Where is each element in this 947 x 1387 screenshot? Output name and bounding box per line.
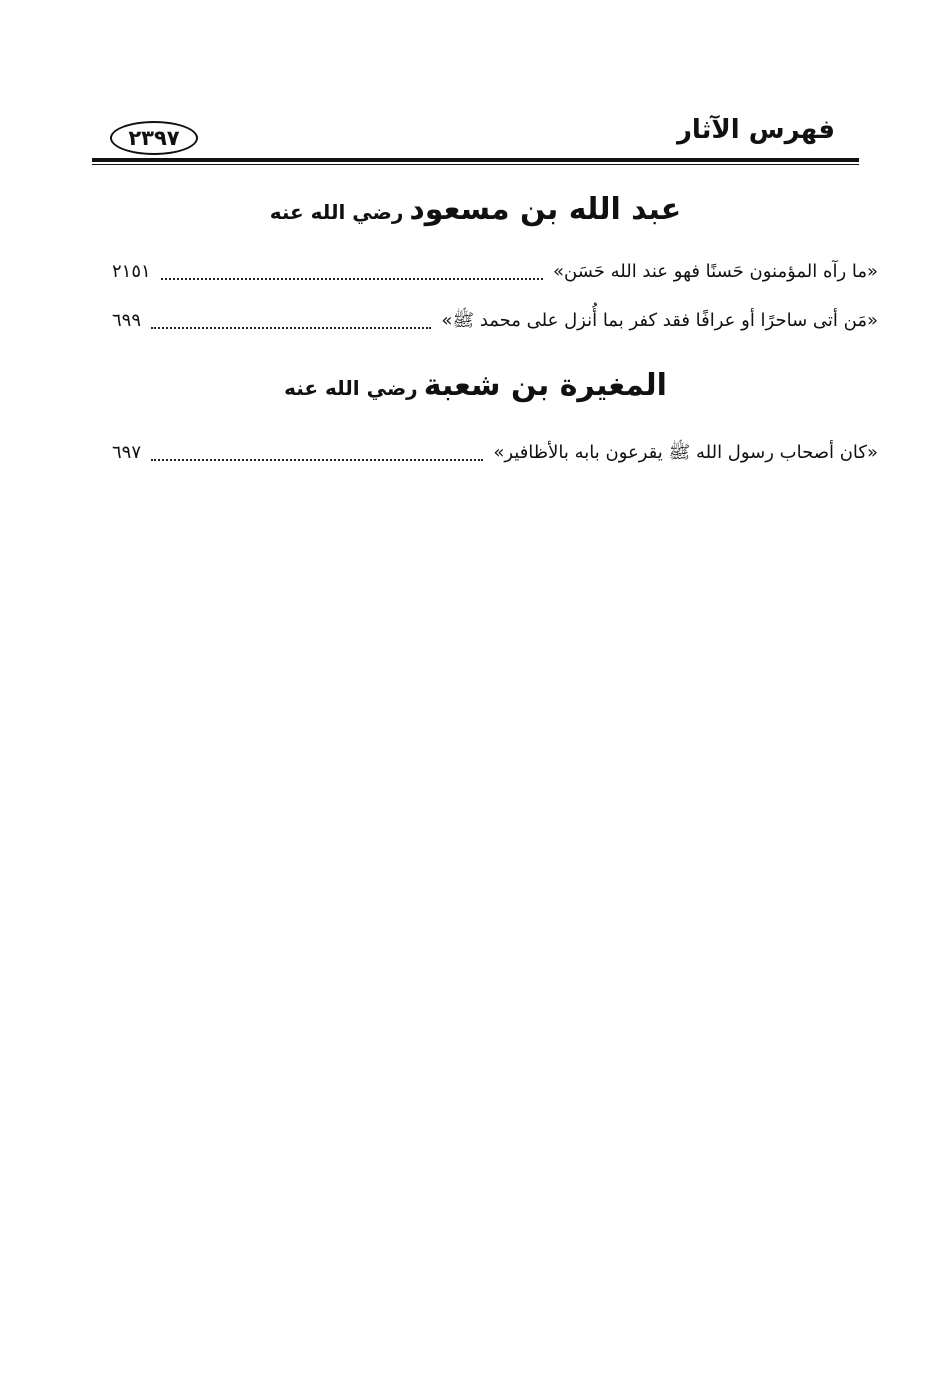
entry-text: «مَن أتى ساحرًا أو عرافًا فقد كفر بما أُنزل على محمد ﷺ»: [441, 310, 878, 331]
section-heading-name: عبد الله بن مسعود: [409, 192, 682, 227]
dot-leader: [151, 326, 431, 329]
honorific-mark: رضي الله عنه: [269, 200, 404, 224]
section-heading-mughira: [92, 362, 859, 412]
entry-text: «ما رآه المؤمنون حَسنًا فهو عند الله حَسَن»: [552, 261, 878, 282]
honorific-mark: رضي الله عنه: [284, 376, 418, 400]
section-heading-name: المغيرة بن شعبة: [423, 368, 667, 403]
index-entry: [112, 304, 878, 338]
entry-page-number: ٦٩٧: [112, 442, 142, 463]
header-rule-thick: [92, 158, 859, 162]
page-number: ٢٣٩٧: [128, 126, 180, 150]
page-number-badge: [110, 121, 198, 155]
index-entry: [112, 255, 878, 289]
entry-text: «كان أصحاب رسول الله ﷺ يقرعون بابه بالأظافير»: [493, 442, 878, 463]
header-rule-thin: [92, 164, 859, 165]
section-heading-ibn-masud: [92, 186, 859, 236]
running-header-title: فهرس الآثار: [676, 115, 835, 145]
entry-page-number: ٦٩٩: [112, 310, 142, 331]
dot-leader: [161, 277, 543, 280]
entry-page-number: ٢١٥١: [112, 261, 151, 282]
dot-leader: [151, 458, 483, 461]
index-entry: [112, 436, 878, 470]
